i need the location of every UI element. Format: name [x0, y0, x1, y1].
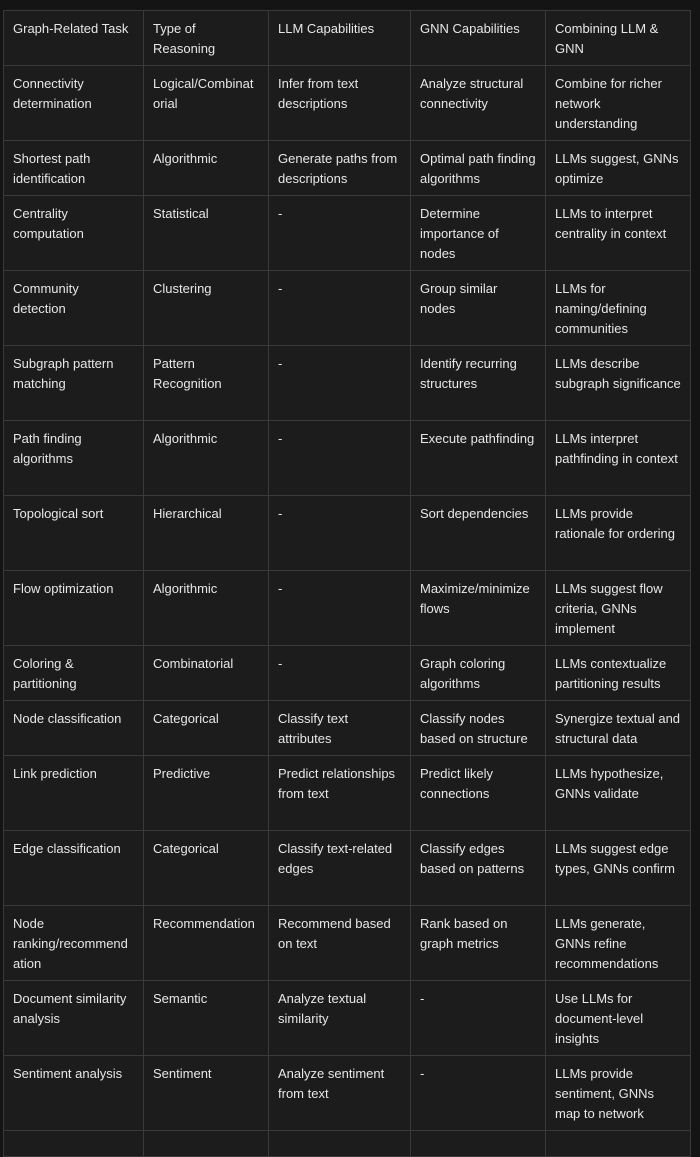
- column-header: Combining LLM & GNN: [546, 11, 691, 66]
- table-cell: Identify recurring structures: [411, 346, 546, 421]
- table-cell: Analyze textual similarity: [269, 981, 411, 1056]
- table-cell: Classify edges based on patterns: [411, 831, 546, 906]
- table-header: [4, 11, 691, 66]
- table-cell: [4, 1131, 144, 1157]
- table-row: [4, 906, 691, 981]
- table-cell: Combinatorial: [144, 646, 269, 701]
- table-cell: Topological sort: [4, 496, 144, 571]
- table-cell: Execute pathfinding: [411, 421, 546, 496]
- header-row: [4, 11, 691, 66]
- table-cell: LLMs suggest, GNNs optimize: [546, 141, 691, 196]
- table-cell: Recommend based on text: [269, 906, 411, 981]
- column-header: Type of Reasoning: [144, 11, 269, 66]
- table-cell: Shortest path identification: [4, 141, 144, 196]
- table-cell: Sentiment: [144, 1056, 269, 1131]
- table-cell: -: [269, 496, 411, 571]
- table-cell: Algorithmic: [144, 141, 269, 196]
- table-cell: Predict relationships from text: [269, 756, 411, 831]
- table-cell: Subgraph pattern matching: [4, 346, 144, 421]
- table-body: [4, 66, 691, 1157]
- column-header: LLM Capabilities: [269, 11, 411, 66]
- table-cell: Group similar nodes: [411, 271, 546, 346]
- table-cell: LLMs suggest edge types, GNNs confirm: [546, 831, 691, 906]
- table-cell: Sort dependencies: [411, 496, 546, 571]
- table-cell: Logical/Combinatorial: [144, 66, 269, 141]
- table-row: [4, 981, 691, 1056]
- table-row: [4, 571, 691, 646]
- table-cell: Analyze structural connectivity: [411, 66, 546, 141]
- table-cell: Centrality computation: [4, 196, 144, 271]
- table-cell: Sentiment analysis: [4, 1056, 144, 1131]
- table-cell: Optimal path finding algorithms: [411, 141, 546, 196]
- table-cell: -: [411, 981, 546, 1056]
- table-cell: Node classification: [4, 701, 144, 756]
- table-cell: Recommendation: [144, 906, 269, 981]
- table-cell: LLMs hypothesize, GNNs validate: [546, 756, 691, 831]
- table-cell: Link prediction: [4, 756, 144, 831]
- llm-gnn-capability-table: [3, 10, 691, 1157]
- table-cell: Use LLMs for document-level insights: [546, 981, 691, 1056]
- table-cell: Combine for richer network understanding: [546, 66, 691, 141]
- table-cell: LLMs provide sentiment, GNNs map to network: [546, 1056, 691, 1131]
- table-cell: Connectivity determination: [4, 66, 144, 141]
- table-cell: -: [269, 646, 411, 701]
- column-header: Graph-Related Task: [4, 11, 144, 66]
- table-row: [4, 421, 691, 496]
- table-cell: Semantic: [144, 981, 269, 1056]
- table-cell: Generate paths from descriptions: [269, 141, 411, 196]
- table-cell: LLMs contextualize partitioning results: [546, 646, 691, 701]
- table-row: [4, 1056, 691, 1131]
- table-row: [4, 701, 691, 756]
- table-row: [4, 66, 691, 141]
- table-cell: Coloring & partitioning: [4, 646, 144, 701]
- table-cell: LLMs suggest flow criteria, GNNs implement: [546, 571, 691, 646]
- table-cell: Graph coloring algorithms: [411, 646, 546, 701]
- table-cell: Hierarchical: [144, 496, 269, 571]
- table-cell: Analyze sentiment from text: [269, 1056, 411, 1131]
- table-cell: Document similarity analysis: [4, 981, 144, 1056]
- table-cell: Algorithmic: [144, 571, 269, 646]
- table-cell: Flow optimization: [4, 571, 144, 646]
- table-cell: Categorical: [144, 831, 269, 906]
- table-row: [4, 271, 691, 346]
- table-row: [4, 141, 691, 196]
- table-cell: Classify text-related edges: [269, 831, 411, 906]
- table-row: [4, 831, 691, 906]
- table-cell: Infer from text descriptions: [269, 66, 411, 141]
- column-header: GNN Capabilities: [411, 11, 546, 66]
- table-cell: Clustering: [144, 271, 269, 346]
- table-cell: [546, 1131, 691, 1157]
- table-cell: Predictive: [144, 756, 269, 831]
- table-row: [4, 346, 691, 421]
- table-row: [4, 646, 691, 701]
- table-cell: Predict likely connections: [411, 756, 546, 831]
- table-cell: Classify nodes based on structure: [411, 701, 546, 756]
- table-cell: Categorical: [144, 701, 269, 756]
- table-cell: Node ranking/recommendation: [4, 906, 144, 981]
- table-row: [4, 196, 691, 271]
- table-cell: Classify text attributes: [269, 701, 411, 756]
- table-cell: -: [269, 271, 411, 346]
- table-cell: LLMs describe subgraph significance: [546, 346, 691, 421]
- table-cell: [411, 1131, 546, 1157]
- table-cell: Synergize textual and structural data: [546, 701, 691, 756]
- table-cell: Edge classification: [4, 831, 144, 906]
- table-cell: [144, 1131, 269, 1157]
- table-cell: LLMs to interpret centrality in context: [546, 196, 691, 271]
- table-row-partial: [4, 1131, 691, 1157]
- table-cell: -: [269, 196, 411, 271]
- table-cell: Path finding algorithms: [4, 421, 144, 496]
- table-cell: LLMs provide rationale for ordering: [546, 496, 691, 571]
- table-cell: Statistical: [144, 196, 269, 271]
- table-cell: -: [411, 1056, 546, 1131]
- table-cell: Pattern Recognition: [144, 346, 269, 421]
- table-cell: [269, 1131, 411, 1157]
- table-cell: Determine importance of nodes: [411, 196, 546, 271]
- table-cell: LLMs generate, GNNs refine recommendations: [546, 906, 691, 981]
- table-cell: LLMs interpret pathfinding in context: [546, 421, 691, 496]
- table-cell: Rank based on graph metrics: [411, 906, 546, 981]
- table-row: [4, 756, 691, 831]
- table-cell: -: [269, 421, 411, 496]
- table-row: [4, 496, 691, 571]
- table-cell: -: [269, 571, 411, 646]
- table-cell: LLMs for naming/defining communities: [546, 271, 691, 346]
- table-cell: Algorithmic: [144, 421, 269, 496]
- table-cell: Community detection: [4, 271, 144, 346]
- table-cell: -: [269, 346, 411, 421]
- table-cell: Maximize/minimize flows: [411, 571, 546, 646]
